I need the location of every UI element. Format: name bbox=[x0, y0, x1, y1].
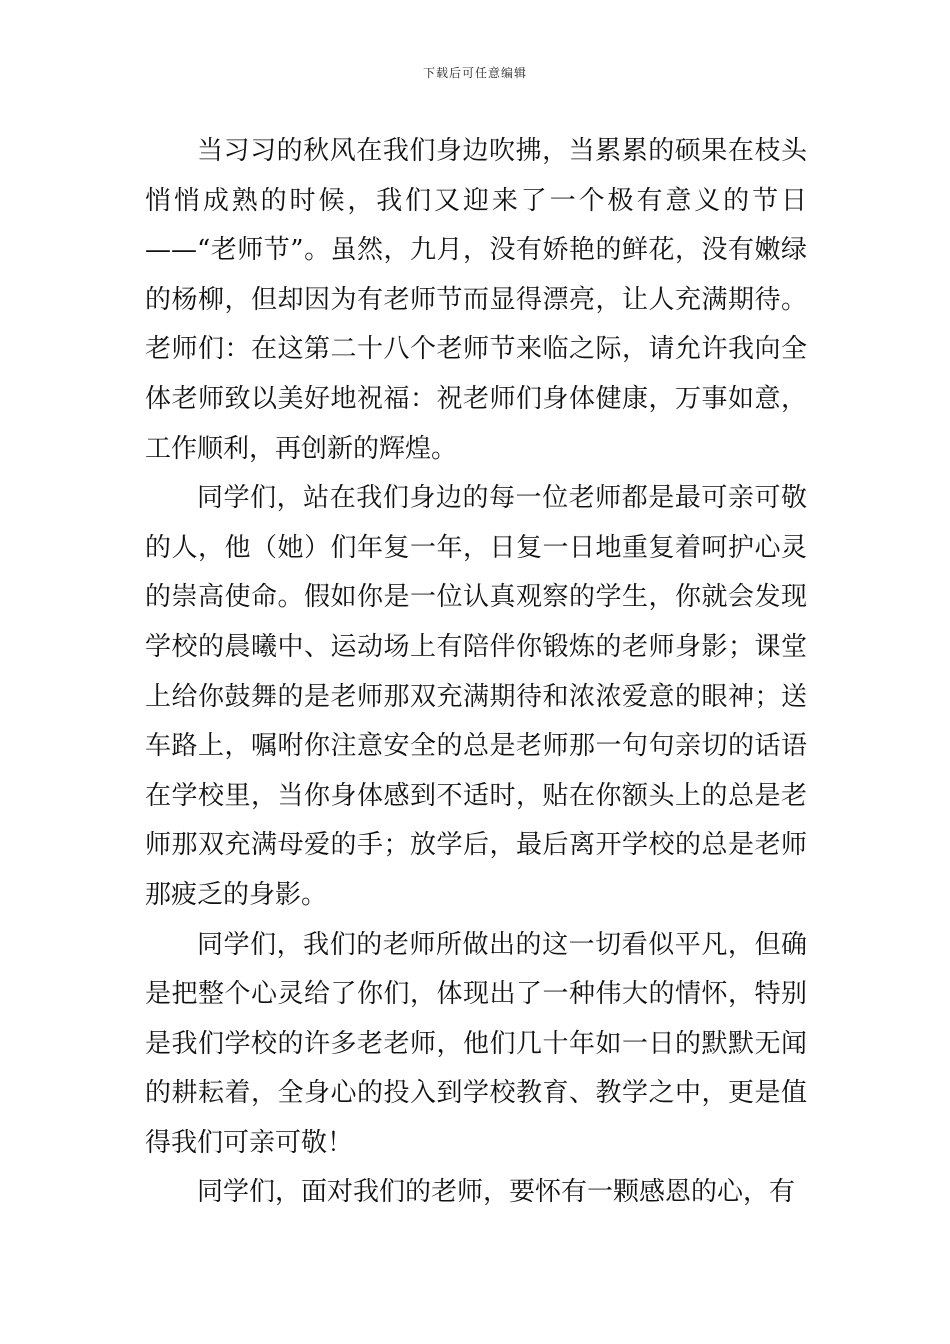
paragraph-3: 同学们，我们的老师所做出的这一切看似平凡，但确是把整个心灵给了你们，体现出了一种伟大的情怀，特别是我们学校的许多老老师，他们几十年如一日的默默无闻的耕耘着，全身心的投入到学校教育、教学之中，更是值得我们可亲可敬！ bbox=[145, 929, 807, 1158]
document-body bbox=[145, 127, 807, 1218]
page-header: 下载后可任意编辑 bbox=[422, 66, 527, 80]
paragraph-2: 同学们，站在我们身边的每一位老师都是最可亲可敬的人，他（她）们年复一年，日复一日地重复着呵护心灵的崇高使命。假如你是一位认真观察的学生，你就会发现学校的晨曦中、运动场上有陪伴你锻炼的老师身影；课堂上给你鼓舞的是老师那双充满期待和浓浓爱意的眼神；送车路上，嘱咐你注意安全的总是老师那一句句亲切的话语在学校里，当你身体感到不适时，贴在你额头上的总是老师那双充满母爱的手；放学后，最后离开学校的总是老师那疲乏的身影。 bbox=[145, 483, 807, 910]
paragraph-1: 当习习的秋风在我们身边吹拂，当累累的硕果在枝头悄悄成熟的时候，我们又迎来了一个极有意义的节日——“老师节”。虽然，九月，没有娇艳的鲜花，没有嫩绿的杨柳，但却因为有老师节而显得漂亮，让人充满期待。老师们：在这第二十八个老师节来临之际，请允许我向全体老师致以美好地祝福：祝老师们身体健康，万事如意，工作顺利，再创新的辉煌。 bbox=[145, 136, 807, 464]
paragraph-4: 同学们，面对我们的老师，要怀有一颗感恩的心，有 bbox=[197, 1177, 796, 1208]
